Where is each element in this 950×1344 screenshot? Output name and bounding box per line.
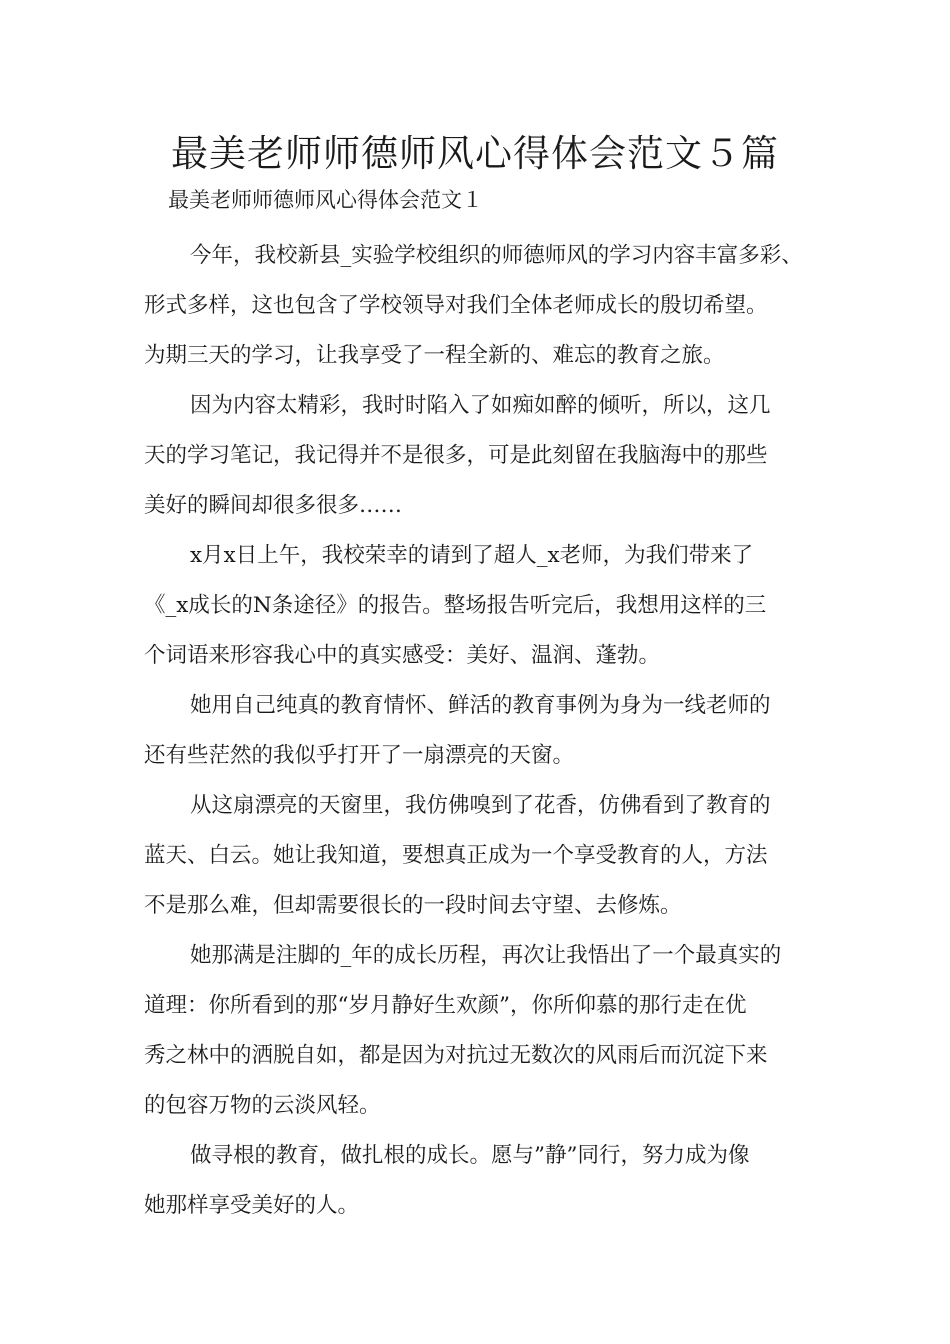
paragraph-line: 为期三天的学习，让我享受了一程全新的、难忘的教育之旅。 — [144, 343, 725, 368]
paragraph-line: 她那样享受美好的人。 — [144, 1193, 360, 1218]
paragraph-line: 不是那么难，但却需要很长的一段时间去守望、去修炼。 — [144, 893, 682, 918]
paragraph-first-line: 今年，我校新县_实验学校组织的师德师风的学习内容丰富多彩、 — [190, 243, 803, 268]
document-body — [144, 231, 824, 1231]
section-heading: 最美老师师德师风心得体会范文１ — [168, 188, 483, 212]
paragraph-first-line: 她那满是注脚的_年的成长历程，再次让我悟出了一个最真实的 — [190, 943, 782, 968]
paragraph-line: 形式多样，这也包含了学校领导对我们全体老师成长的殷切希望。 — [144, 293, 768, 318]
paragraph-line: 美好的瞬间却很多很多…… — [144, 493, 403, 518]
paragraph-first-line: 她用自己纯真的教育情怀、鲜活的教育事例为身为一线老师的 — [190, 693, 771, 718]
paragraph-first-line: x月x日上午，我校荣幸的请到了超人_x老师，为我们带来了 — [190, 543, 754, 568]
paragraph-line: 的包容万物的云淡风轻。 — [144, 1093, 381, 1118]
paragraph-line: 还有些茫然的我似乎打开了一扇漂亮的天窗。 — [144, 743, 575, 768]
document-title: 最美老师师德师风心得体会范文５篇 — [171, 132, 779, 175]
paragraph-line: 秀之林中的洒脱自如，都是因为对抗过无数次的风雨后而沉淀下来 — [144, 1043, 768, 1068]
paragraph-line: 《_x成长的N条途径》的报告。整场报告听完后，我想用这样的三 — [144, 593, 767, 618]
paragraph-line: 蓝天、白云。她让我知道，要想真正成为一个享受教育的人，方法 — [144, 843, 768, 868]
paragraph-first-line: 因为内容太精彩，我时时陷入了如痴如醉的倾听，所以，这几 — [190, 393, 771, 418]
paragraph-line: 个词语来形容我心中的真实感受：美好、温润、蓬勃。 — [144, 643, 661, 668]
paragraph-line: 天的学习笔记，我记得并不是很多，可是此刻留在我脑海中的那些 — [144, 443, 768, 468]
paragraph-first-line: 做寻根的教育，做扎根的成长。愿与”静”同行，努力成为像 — [190, 1143, 750, 1168]
paragraph-line: 道理：你所看到的那“岁月静好生欢颜”，你所仰慕的那行走在优 — [144, 993, 747, 1018]
paragraph-first-line: 从这扇漂亮的天窗里，我仿佛嗅到了花香，仿佛看到了教育的 — [190, 793, 771, 818]
